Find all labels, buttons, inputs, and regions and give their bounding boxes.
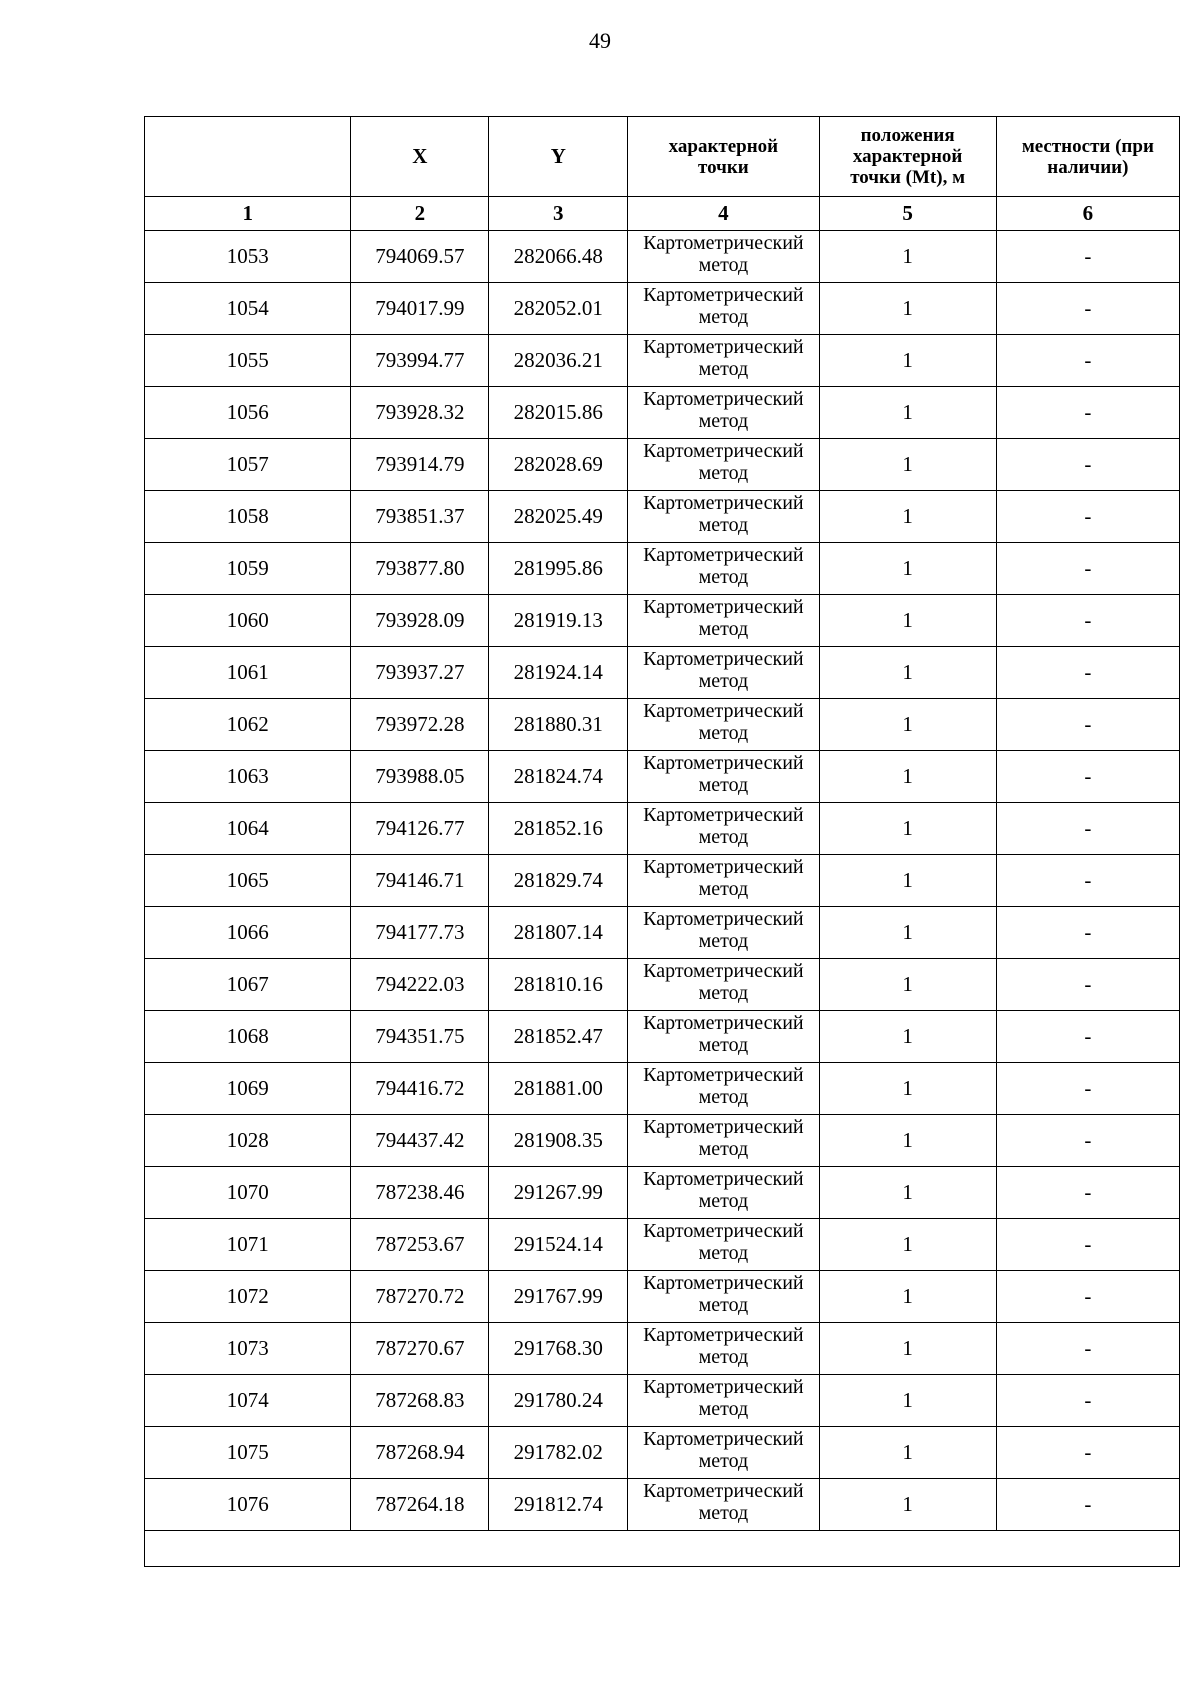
table-row [145,907,1180,959]
x-cell: 793937.27 [351,647,489,699]
method-cell [628,1479,819,1531]
point-cell: 1071 [145,1219,351,1271]
method-line1: Картометрический [643,1480,804,1502]
method-line2: метод [698,1086,749,1108]
method-cell [628,1219,819,1271]
precision-cell: 1 [819,1479,996,1531]
table-row [145,491,1180,543]
description-cell: - [996,1011,1179,1063]
method-cell [628,1323,819,1375]
x-cell: 787264.18 [351,1479,489,1531]
description-cell: - [996,595,1179,647]
method-line2: метод [698,982,749,1004]
y-cell: 281919.13 [489,595,628,647]
method-line2: метод [698,826,749,848]
method-line1: Картометрический [643,1012,804,1034]
column-number: 3 [489,197,628,231]
method-line2: метод [698,930,749,952]
table-header-row [145,117,1180,197]
method-line2: метод [698,514,749,536]
point-cell: 1062 [145,699,351,751]
point-cell: 1067 [145,959,351,1011]
x-cell: 793914.79 [351,439,489,491]
table-row [145,231,1180,283]
x-cell: 794126.77 [351,803,489,855]
method-cell [628,855,819,907]
method-line2: метод [698,1502,749,1524]
method-line1: Картометрический [643,544,804,566]
y-cell: 291782.02 [489,1427,628,1479]
precision-cell: 1 [819,1063,996,1115]
empty-row [145,1531,1180,1567]
description-cell: - [996,699,1179,751]
column-number-row [145,197,1180,231]
method-line1: Картометрический [643,492,804,514]
header-precision-line3: точки (Mt), м [850,167,966,188]
x-cell: 794146.71 [351,855,489,907]
point-cell: 1075 [145,1427,351,1479]
method-line1: Картометрический [643,804,804,826]
method-cell [628,491,819,543]
precision-cell: 1 [819,1323,996,1375]
precision-cell: 1 [819,439,996,491]
precision-cell: 1 [819,647,996,699]
table-row [145,1011,1180,1063]
precision-cell: 1 [819,699,996,751]
point-cell: 1053 [145,231,351,283]
description-cell: - [996,1219,1179,1271]
method-line2: метод [698,1138,749,1160]
table-row [145,439,1180,491]
description-cell: - [996,907,1179,959]
column-number: 1 [145,197,351,231]
description-cell: - [996,647,1179,699]
method-line1: Картометрический [643,752,804,774]
x-cell: 793851.37 [351,491,489,543]
precision-cell: 1 [819,907,996,959]
method-cell [628,1271,819,1323]
description-cell: - [996,439,1179,491]
column-number: 4 [628,197,819,231]
x-cell: 793994.77 [351,335,489,387]
precision-cell: 1 [819,1219,996,1271]
x-cell: 794017.99 [351,283,489,335]
y-cell: 281852.47 [489,1011,628,1063]
x-cell: 793988.05 [351,751,489,803]
method-cell [628,1167,819,1219]
table-row [145,543,1180,595]
x-cell: 793877.80 [351,543,489,595]
description-cell: - [996,1063,1179,1115]
column-number: 6 [996,197,1179,231]
y-cell: 281880.31 [489,699,628,751]
precision-cell: 1 [819,751,996,803]
point-cell: 1055 [145,335,351,387]
description-cell: - [996,751,1179,803]
point-cell: 1076 [145,1479,351,1531]
header-precision [819,117,996,197]
x-cell: 787253.67 [351,1219,489,1271]
method-cell [628,699,819,751]
header-description-line2: наличии) [1047,156,1129,178]
method-line2: метод [698,1398,749,1420]
x-cell: 794177.73 [351,907,489,959]
method-cell [628,1063,819,1115]
y-cell: 281852.16 [489,803,628,855]
point-cell: 1068 [145,1011,351,1063]
empty-cell [145,1531,1180,1567]
description-cell: - [996,543,1179,595]
precision-cell: 1 [819,231,996,283]
precision-cell: 1 [819,335,996,387]
method-line2: метод [698,618,749,640]
table-row [145,959,1180,1011]
method-cell [628,803,819,855]
description-cell: - [996,491,1179,543]
point-cell: 1028 [145,1115,351,1167]
table-row [145,751,1180,803]
y-cell: 282025.49 [489,491,628,543]
method-line1: Картометрический [643,440,804,462]
coordinates-table [144,116,1180,1567]
method-line2: метод [698,1190,749,1212]
x-cell: 794416.72 [351,1063,489,1115]
precision-cell: 1 [819,543,996,595]
y-cell: 291267.99 [489,1167,628,1219]
x-cell: 793972.28 [351,699,489,751]
table-row [145,1063,1180,1115]
method-line1: Картометрический [643,1324,804,1346]
point-cell: 1054 [145,283,351,335]
method-cell [628,1115,819,1167]
table-row [145,1479,1180,1531]
method-line2: метод [698,358,749,380]
y-cell: 291780.24 [489,1375,628,1427]
method-line2: метод [698,306,749,328]
method-line1: Картометрический [643,1272,804,1294]
precision-cell: 1 [819,1011,996,1063]
point-cell: 1072 [145,1271,351,1323]
method-cell [628,335,819,387]
description-cell: - [996,803,1179,855]
method-line2: метод [698,1294,749,1316]
method-cell [628,387,819,439]
table-row [145,1271,1180,1323]
x-cell: 794222.03 [351,959,489,1011]
table-row [145,803,1180,855]
x-cell: 794351.75 [351,1011,489,1063]
header-x: X [351,117,489,197]
table-row [145,335,1180,387]
x-cell: 787268.83 [351,1375,489,1427]
method-line1: Картометрический [643,700,804,722]
column-number: 5 [819,197,996,231]
point-cell: 1064 [145,803,351,855]
method-line2: метод [698,1450,749,1472]
y-cell: 291524.14 [489,1219,628,1271]
point-cell: 1060 [145,595,351,647]
x-cell: 794437.42 [351,1115,489,1167]
x-cell: 794069.57 [351,231,489,283]
method-cell [628,543,819,595]
point-cell: 1057 [145,439,351,491]
table-row [145,647,1180,699]
description-cell: - [996,1323,1179,1375]
y-cell: 281908.35 [489,1115,628,1167]
header-y: Y [489,117,628,197]
x-cell: 793928.32 [351,387,489,439]
header-method [628,117,819,197]
method-line1: Картометрический [643,960,804,982]
method-line2: метод [698,670,749,692]
method-line2: метод [698,878,749,900]
table-row [145,1115,1180,1167]
method-line2: метод [698,462,749,484]
x-cell: 787268.94 [351,1427,489,1479]
precision-cell: 1 [819,1115,996,1167]
point-cell: 1058 [145,491,351,543]
description-cell: - [996,387,1179,439]
header-precision-line2: характерной [852,146,963,167]
method-line1: Картометрический [643,856,804,878]
y-cell: 282028.69 [489,439,628,491]
precision-cell: 1 [819,387,996,439]
point-cell: 1073 [145,1323,351,1375]
precision-cell: 1 [819,283,996,335]
x-cell: 787270.72 [351,1271,489,1323]
method-line2: метод [698,722,749,744]
precision-cell: 1 [819,595,996,647]
header-precision-line1: положения [860,125,955,146]
description-cell: - [996,1167,1179,1219]
method-line1: Картометрический [643,284,804,306]
method-cell [628,1427,819,1479]
point-cell: 1061 [145,647,351,699]
table-row [145,387,1180,439]
point-cell: 1069 [145,1063,351,1115]
point-cell: 1056 [145,387,351,439]
point-cell: 1074 [145,1375,351,1427]
method-cell [628,283,819,335]
method-line1: Картометрический [643,1064,804,1086]
method-cell [628,439,819,491]
method-line1: Картометрический [643,1116,804,1138]
description-cell: - [996,283,1179,335]
method-cell [628,1375,819,1427]
y-cell: 281829.74 [489,855,628,907]
description-cell: - [996,855,1179,907]
precision-cell: 1 [819,491,996,543]
description-cell: - [996,1427,1179,1479]
x-cell: 787238.46 [351,1167,489,1219]
y-cell: 291767.99 [489,1271,628,1323]
method-cell [628,751,819,803]
y-cell: 281881.00 [489,1063,628,1115]
y-cell: 282066.48 [489,231,628,283]
table-row [145,699,1180,751]
x-cell: 793928.09 [351,595,489,647]
description-cell: - [996,231,1179,283]
point-cell: 1066 [145,907,351,959]
y-cell: 281824.74 [489,751,628,803]
header-point-number [145,117,351,197]
header-description-line1: местности (при [1021,135,1154,157]
method-line1: Картометрический [643,596,804,618]
method-line1: Картометрический [643,908,804,930]
precision-cell: 1 [819,1375,996,1427]
method-line1: Картометрический [643,1376,804,1398]
description-cell: - [996,1375,1179,1427]
precision-cell: 1 [819,959,996,1011]
method-line2: метод [698,254,749,276]
method-cell [628,595,819,647]
table-row [145,595,1180,647]
x-cell: 787270.67 [351,1323,489,1375]
page-number: 49 [589,28,611,53]
method-line1: Картометрический [643,1428,804,1450]
precision-cell: 1 [819,855,996,907]
description-cell: - [996,1115,1179,1167]
table-body [145,231,1180,1567]
method-cell [628,907,819,959]
method-cell [628,1011,819,1063]
header-method-line2: точки [698,156,749,178]
method-line2: метод [698,1346,749,1368]
table-row [145,1323,1180,1375]
y-cell: 281807.14 [489,907,628,959]
method-cell [628,647,819,699]
method-line1: Картометрический [643,336,804,358]
method-cell [628,231,819,283]
method-line1: Картометрический [643,388,804,410]
method-line2: метод [698,774,749,796]
method-line1: Картометрический [643,1168,804,1190]
table-row [145,1219,1180,1271]
point-cell: 1059 [145,543,351,595]
y-cell: 282015.86 [489,387,628,439]
header-description [996,117,1179,197]
method-line2: метод [698,566,749,588]
description-cell: - [996,1479,1179,1531]
column-number: 2 [351,197,489,231]
header-method-line1: характерной [668,135,779,157]
method-line2: метод [698,410,749,432]
point-cell: 1063 [145,751,351,803]
method-cell [628,959,819,1011]
method-line2: метод [698,1242,749,1264]
description-cell: - [996,335,1179,387]
y-cell: 282036.21 [489,335,628,387]
method-line1: Картометрический [643,1220,804,1242]
method-line1: Картометрический [643,232,804,254]
precision-cell: 1 [819,1427,996,1479]
precision-cell: 1 [819,803,996,855]
y-cell: 281924.14 [489,647,628,699]
table-row [145,1375,1180,1427]
point-cell: 1070 [145,1167,351,1219]
table-row [145,855,1180,907]
precision-cell: 1 [819,1271,996,1323]
y-cell: 291812.74 [489,1479,628,1531]
y-cell: 282052.01 [489,283,628,335]
y-cell: 281810.16 [489,959,628,1011]
method-line2: метод [698,1034,749,1056]
method-line1: Картометрический [643,648,804,670]
table-row [145,1427,1180,1479]
table-row [145,283,1180,335]
description-cell: - [996,1271,1179,1323]
precision-cell: 1 [819,1167,996,1219]
point-cell: 1065 [145,855,351,907]
table-row [145,1167,1180,1219]
y-cell: 291768.30 [489,1323,628,1375]
description-cell: - [996,959,1179,1011]
y-cell: 281995.86 [489,543,628,595]
